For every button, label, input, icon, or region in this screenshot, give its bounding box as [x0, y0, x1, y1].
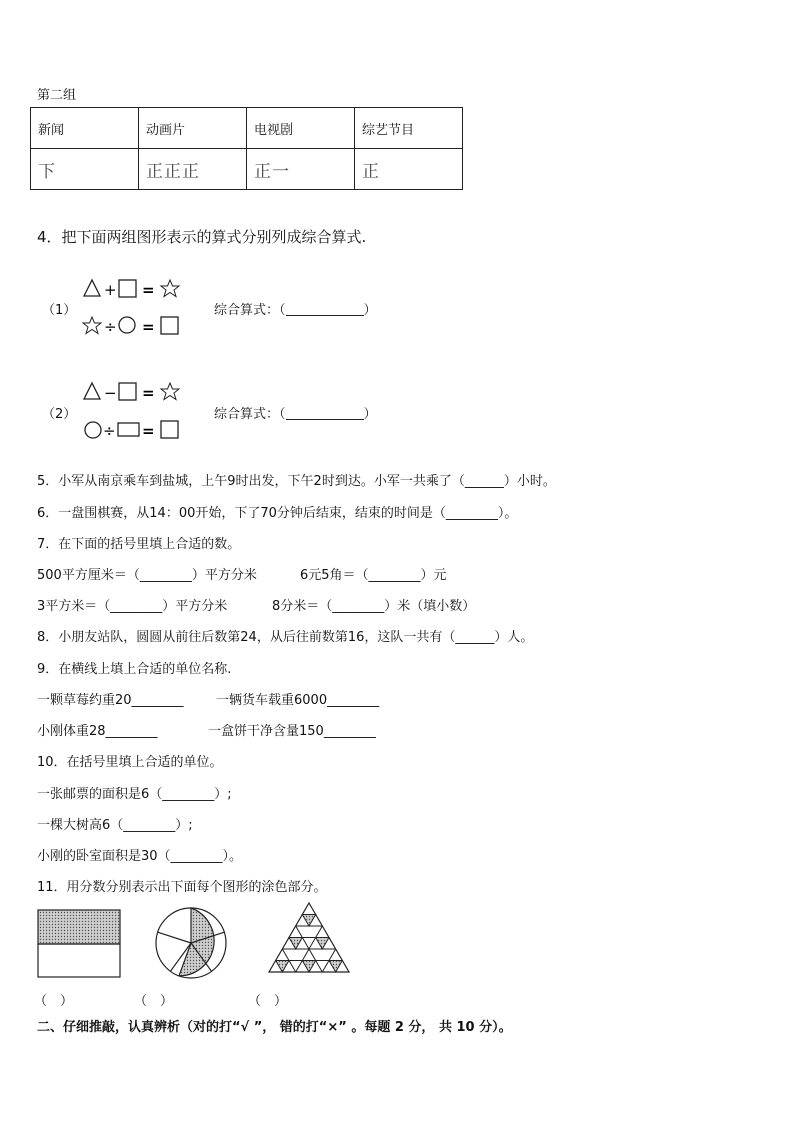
- question-9a: 一颗草莓约重20________: [37, 693, 184, 708]
- answer-label: 综合算式：（: [214, 303, 286, 318]
- square-icon: [119, 280, 136, 297]
- question-7c: 3平方米＝（________）平方分米: [37, 599, 228, 614]
- part-2-shapes: [82, 381, 182, 441]
- question-7: 7．在下面的括号里填上合适的数。: [37, 537, 241, 552]
- part-1-number: （1）: [42, 303, 77, 318]
- star-icon: [161, 383, 179, 400]
- pie-figure: [153, 905, 233, 985]
- table-tally-row: [31, 149, 463, 190]
- star-icon: [161, 280, 179, 297]
- figure-2-answer[interactable]: （ ）: [134, 994, 174, 1009]
- equals-sign: =: [142, 281, 155, 299]
- square-icon: [161, 317, 178, 334]
- question-10a: 一张邮票的面积是6（________）;: [37, 787, 232, 802]
- section-2-heading: 二、仔细推敲，认真辨析（对的打“√ ”， 错的打“×” 。每题 2 分， 共 10 分）。: [37, 1020, 512, 1035]
- plus-sign: +: [104, 281, 117, 299]
- question-7b: 6元5角＝（________）元: [300, 568, 447, 583]
- question-5: 5．小军从南京乘车到盐城，上午9时出发，下午2时到达。小军一共乘了（______）小时。: [37, 474, 556, 489]
- circle-icon: [119, 317, 135, 333]
- divide-sign: ÷: [104, 318, 117, 336]
- star-icon: [83, 317, 101, 334]
- answer-close: ）: [363, 303, 377, 318]
- table-header-row: [31, 108, 463, 149]
- equals-sign: =: [142, 318, 155, 336]
- question-7d: 8分米＝（________）米（填小数）: [272, 599, 476, 614]
- question-9d: 一盒饼干净含量150________: [208, 724, 376, 739]
- header-cell: 动画片: [139, 108, 247, 149]
- question-7a: 500平方厘米＝（________）平方分米: [37, 568, 257, 583]
- answer-close: ）: [363, 407, 377, 422]
- square-icon: [161, 421, 178, 438]
- question-4-title: 4．把下面两组图形表示的算式分别列成综合算式.: [37, 228, 367, 246]
- question-10c: 小刚的卧室面积是30（________）。: [37, 849, 243, 864]
- question-9b: 一辆货车载重6000________: [216, 693, 380, 708]
- question-8: 8．小朋友站队，圆圆从前往后数第24，从后往前数第16，这队一共有（______）人。: [37, 630, 534, 645]
- tally-cell: 正正正: [139, 149, 247, 190]
- equals-sign: =: [142, 384, 155, 402]
- minus-sign: −: [104, 384, 117, 402]
- tally-cell: 正一: [247, 149, 355, 190]
- triangle-icon: [84, 280, 100, 296]
- question-11: 11．用分数分别表示出下面每个图形的涂色部分。: [37, 880, 327, 895]
- question-10: 10．在括号里填上合适的单位。: [37, 755, 223, 770]
- figure-3-answer[interactable]: （ ）: [248, 994, 288, 1009]
- tally-table: [30, 107, 463, 190]
- rectangle-icon: [118, 423, 139, 436]
- header-cell: 综艺节目: [355, 108, 463, 149]
- group-label: 第二组: [37, 88, 77, 103]
- half-rectangle-figure: [36, 908, 126, 980]
- header-cell: 电视剧: [247, 108, 355, 149]
- triangle-icon: [84, 383, 100, 399]
- equals-sign: =: [142, 422, 155, 440]
- answer-blank[interactable]: [286, 405, 364, 420]
- question-6: 6．一盘围棋赛，从14：00开始，下了70分钟后结束，结束的时间是（________）。: [37, 506, 518, 521]
- figure-1-answer[interactable]: （ ）: [34, 994, 74, 1009]
- question-9c: 小刚体重28________: [37, 724, 158, 739]
- unshaded-half: [38, 944, 120, 977]
- circle-icon: [85, 422, 101, 438]
- part-2-number: （2）: [42, 407, 77, 422]
- header-cell: 新闻: [31, 108, 139, 149]
- shaded-half: [38, 910, 120, 944]
- tally-cell: 正: [355, 149, 463, 190]
- part-2-answer: [214, 403, 377, 422]
- answer-blank[interactable]: [286, 301, 364, 316]
- question-10b: 一棵大树高6（________）;: [37, 818, 193, 833]
- question-9: 9．在横线上填上合适的单位名称.: [37, 662, 232, 677]
- answer-label: 综合算式：（: [214, 407, 286, 422]
- part-1-answer: [214, 299, 377, 318]
- triangle-figure: [266, 900, 356, 978]
- tally-cell: 下: [31, 149, 139, 190]
- divide-sign: ÷: [103, 422, 116, 440]
- square-icon: [119, 383, 136, 400]
- part-1-shapes: [82, 278, 182, 338]
